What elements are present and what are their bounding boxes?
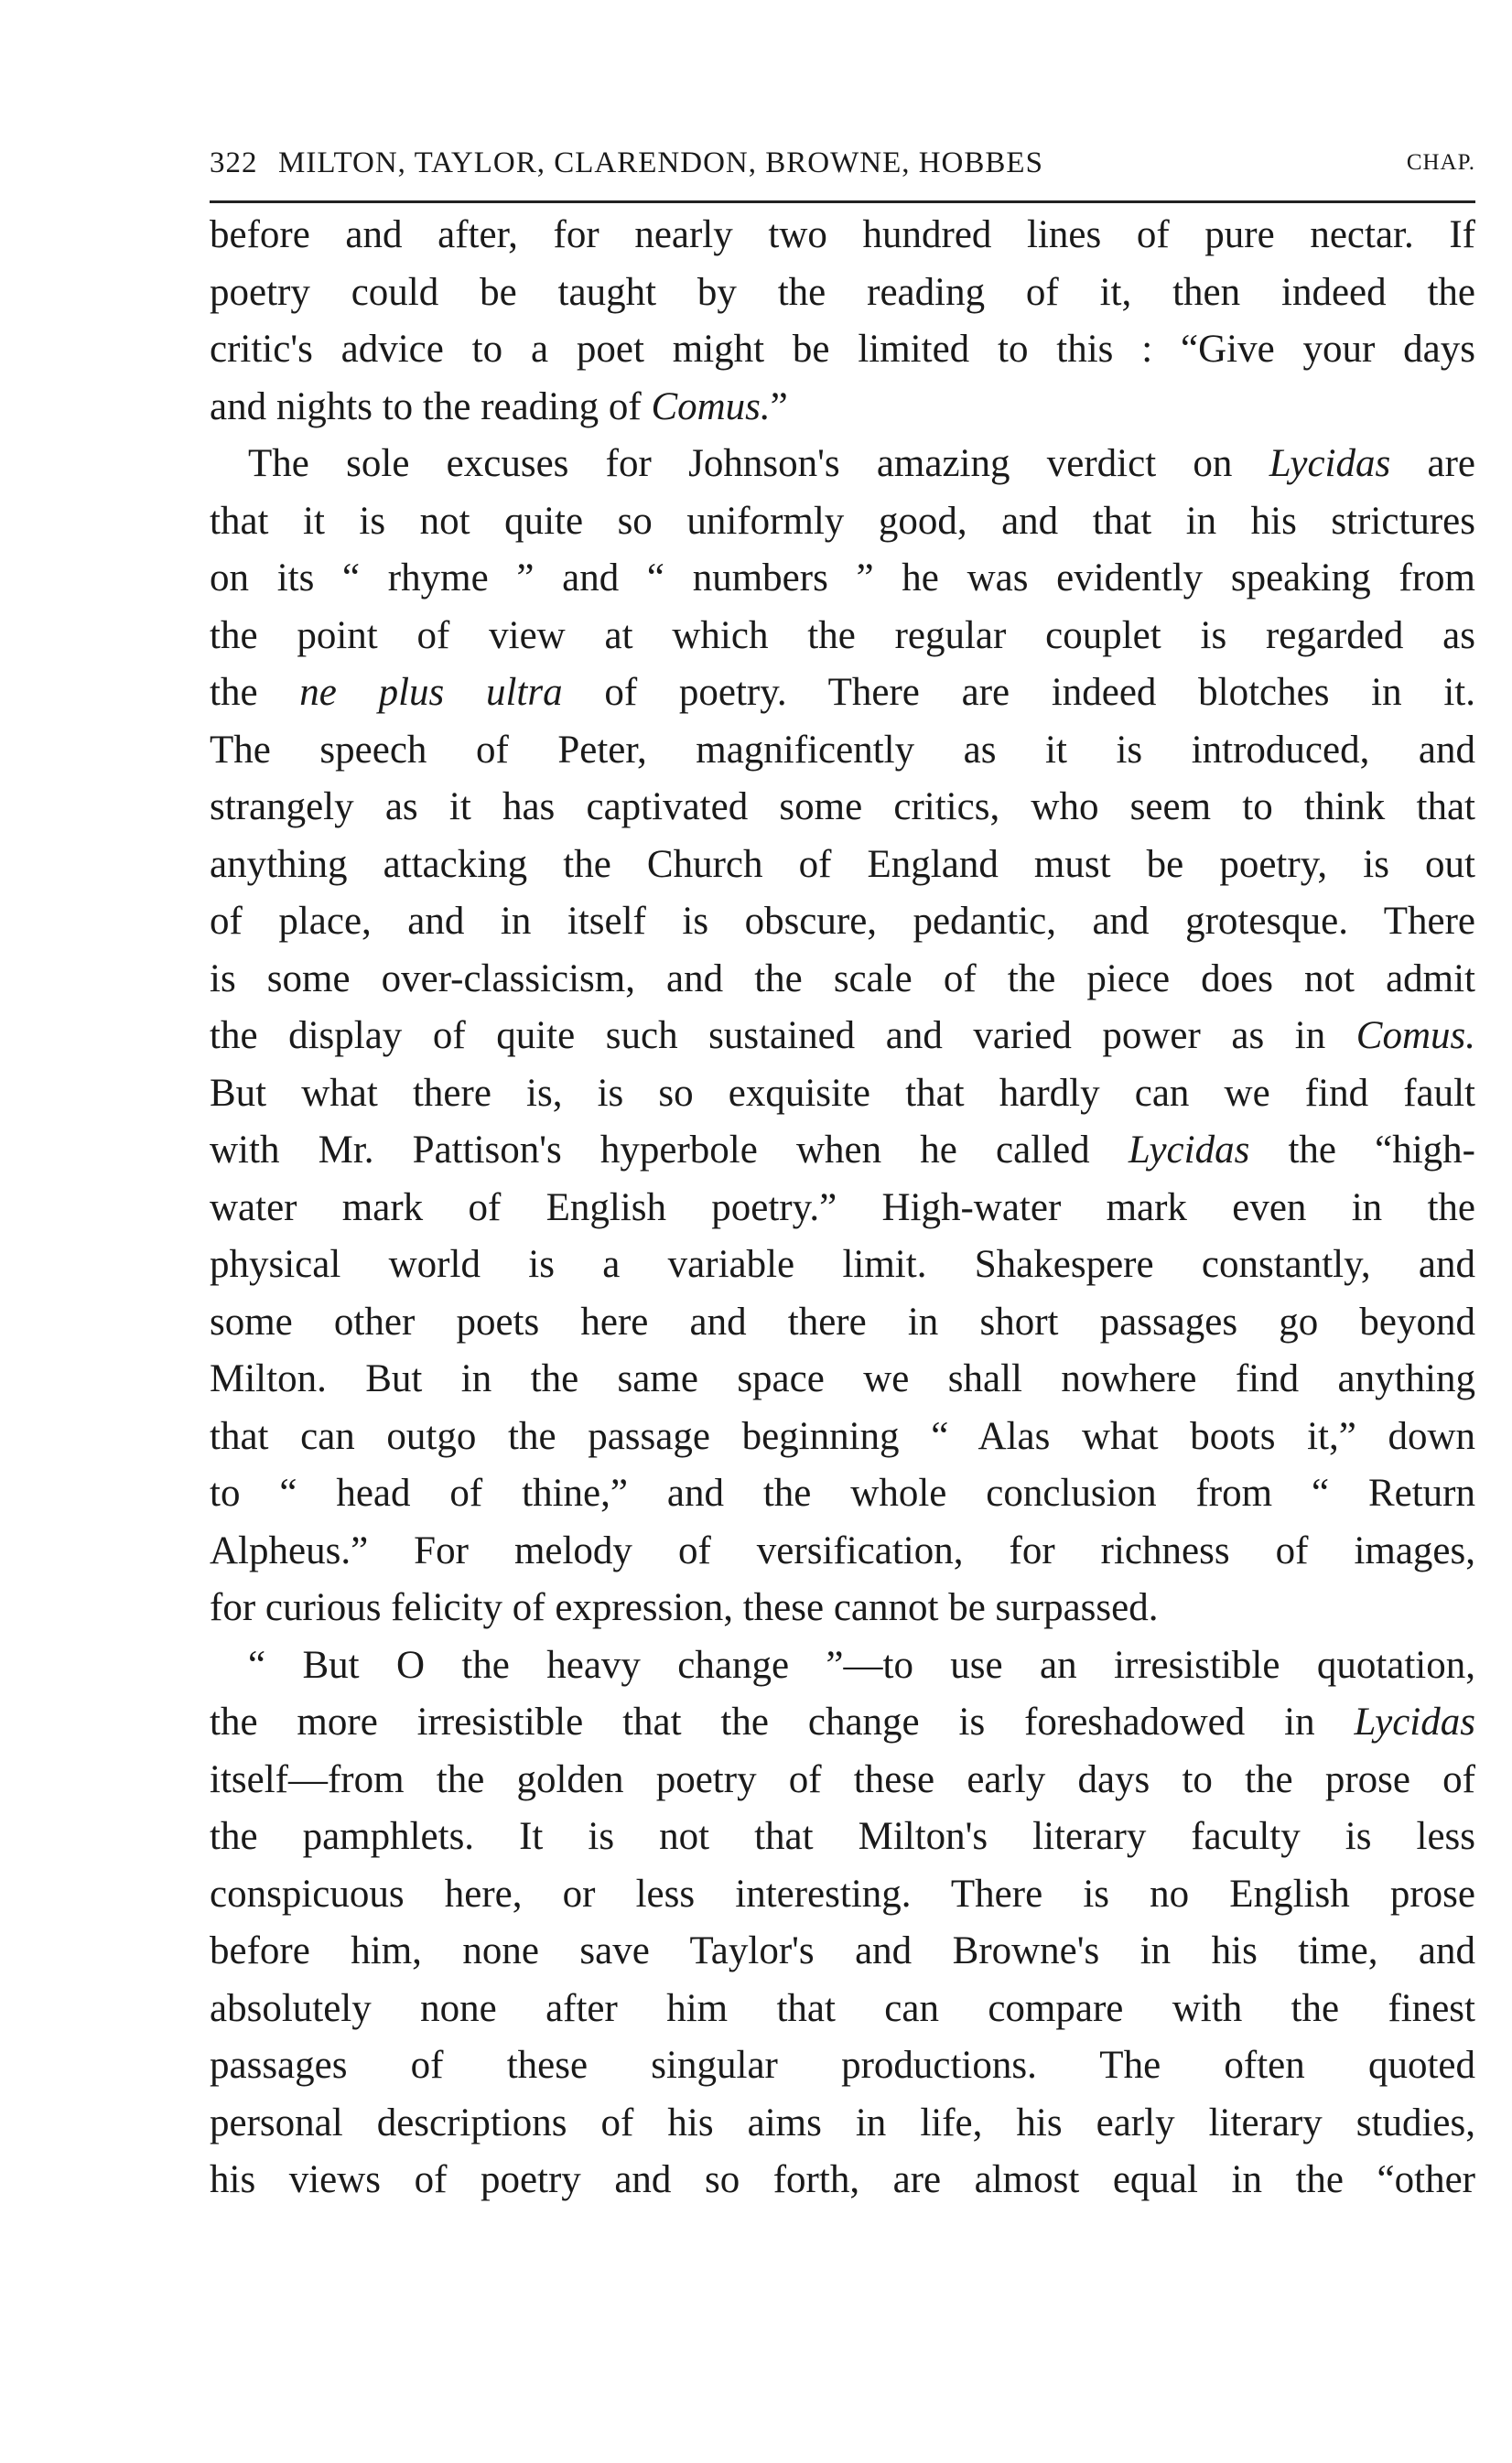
text-line: [210, 893, 1475, 951]
text-segment: anything attacking the Church of England must be poetry, is out: [210, 842, 1475, 886]
text-line: [210, 207, 1475, 265]
text-line: [210, 1465, 1475, 1523]
text-segment: Milton. But in the same space we shall nowhere find anything: [210, 1357, 1475, 1400]
text-segment: is some over-classicism, and the scale of the piece does not admit: [210, 956, 1475, 1000]
text-segment: The speech of Peter, magnificently as it is introduced, and: [210, 728, 1475, 772]
text-segment: absolutely none after him that can compare with the finest: [210, 1986, 1475, 2030]
text-line: [210, 951, 1475, 1009]
running-title: MILTON, TAYLOR, CLARENDON, BROWNE, HOBBES: [278, 146, 1043, 179]
text-line: [210, 1809, 1475, 1866]
text-line: [210, 1065, 1475, 1123]
text-line: [210, 2095, 1475, 2153]
text-line: [210, 722, 1475, 780]
text-line: [210, 1409, 1475, 1466]
text-segment: are: [1390, 442, 1475, 485]
text-segment: conspicuous here, or less interesting. There is no English prose: [210, 1872, 1475, 1916]
text-line: [210, 779, 1475, 837]
text-line: [210, 1981, 1475, 2038]
text-line: [210, 1580, 1475, 1637]
chapter-label: CHAP.: [1406, 150, 1475, 175]
text-line: [210, 1866, 1475, 1924]
text-line: [210, 664, 1475, 722]
text-segment: passages of these singular productions. The often quoted: [210, 2044, 1475, 2087]
text-segment: physical world is a variable limit. Shakespere constantly, and: [210, 1243, 1475, 1286]
text-segment: of poetry. There are indeed blotches in it.: [562, 671, 1475, 714]
text-segment: some other poets here and there in short passages go beyond: [210, 1300, 1475, 1344]
text-segment: the more irresistible that the change is foreshadowed in: [210, 1701, 1355, 1744]
text-segment: poetry could be taught by the reading of it, then indeed the: [210, 270, 1475, 314]
text-segment: personal descriptions of his aims in life, his early literary studies,: [210, 2101, 1475, 2144]
text-segment: that it is not quite so uniformly good, and that in his strictures: [210, 499, 1475, 543]
text-line: [210, 493, 1475, 551]
text-segment: on its “ rhyme ” and “ numbers ” he was evidently speaking from: [210, 556, 1475, 600]
text-line: [210, 321, 1475, 379]
text-segment: before him, none save Taylor's and Browne's in his time, and: [210, 1929, 1475, 1972]
text-line: [210, 2037, 1475, 2095]
text-line: [210, 1923, 1475, 1981]
text-segment: and nights to the reading of: [210, 384, 652, 428]
text-segment: his views of poetry and so forth, are almost equal in the “other: [210, 2158, 1475, 2201]
text-segment: to “ head of thine,” and the whole conclusion from “ Return: [210, 1472, 1475, 1515]
text-line: [210, 1637, 1475, 1695]
text-segment: the pamphlets. It is not that Milton's literary faculty is less: [210, 1815, 1475, 1858]
header-rule: [210, 200, 1475, 203]
text-segment: Alpheus.” For melody of versification, for richness of images,: [210, 1529, 1475, 1572]
text-line: [210, 1294, 1475, 1352]
text-line: [210, 837, 1475, 894]
text-segment: the: [210, 671, 300, 714]
text-line: [210, 1180, 1475, 1237]
text-line: [210, 608, 1475, 665]
running-header: [210, 146, 1475, 187]
text-line: [210, 1008, 1475, 1065]
text-line: [210, 1351, 1475, 1409]
text-line: [210, 1752, 1475, 1809]
text-line: [210, 379, 1475, 437]
text-segment: before and after, for nearly two hundred lines of pure nectar. If: [210, 213, 1475, 256]
text-segment: But what there is, is so exquisite that hardly can we find fault: [210, 1071, 1475, 1115]
italic-title: Lycidas: [1128, 1129, 1250, 1172]
italic-title: Comus.: [651, 384, 771, 428]
text-segment: the “high-: [1249, 1129, 1475, 1172]
text-line: [210, 550, 1475, 608]
body-text: [210, 207, 1475, 2209]
text-segment: ”: [770, 384, 788, 428]
text-segment: water mark of English poetry.” High-water mark even in the: [210, 1185, 1475, 1229]
text-line: [210, 1523, 1475, 1581]
text-segment: critic's advice to a poet might be limited to this : “Give your days: [210, 328, 1475, 371]
text-line: [210, 1237, 1475, 1294]
text-segment: The sole excuses for Johnson's amazing verdict on: [248, 442, 1269, 485]
text-segment: the point of view at which the regular couplet is regarded as: [210, 613, 1475, 657]
text-segment: the display of quite such sustained and varied power as in: [210, 1014, 1356, 1057]
text-line: [210, 265, 1475, 322]
text-segment: of place, and in itself is obscure, pedantic, and grotesque. There: [210, 900, 1475, 943]
text-line: [210, 2152, 1475, 2209]
text-segment: itself—from the golden poetry of these early days to the prose of: [210, 1757, 1475, 1801]
text-segment: with Mr. Pattison's hyperbole when he called: [210, 1129, 1129, 1172]
page-number: 322: [210, 146, 258, 179]
text-segment: for curious felicity of expression, these cannot be surpassed.: [210, 1586, 1159, 1629]
text-segment: strangely as it has captivated some critics, who seem to think that: [210, 785, 1475, 828]
text-line: [210, 1694, 1475, 1752]
italic-title: Lycidas: [1354, 1701, 1475, 1744]
italic-title: Lycidas: [1269, 442, 1391, 485]
text-line: [210, 436, 1475, 493]
text-segment: “ But O the heavy change ”—to use an irresistible quotation,: [248, 1643, 1475, 1687]
text-line: [210, 1122, 1475, 1180]
text-segment: that can outgo the passage beginning “ Alas what boots it,” down: [210, 1414, 1475, 1458]
italic-title: Comus.: [1355, 1014, 1475, 1057]
italic-title: ne plus ultra: [299, 671, 563, 714]
